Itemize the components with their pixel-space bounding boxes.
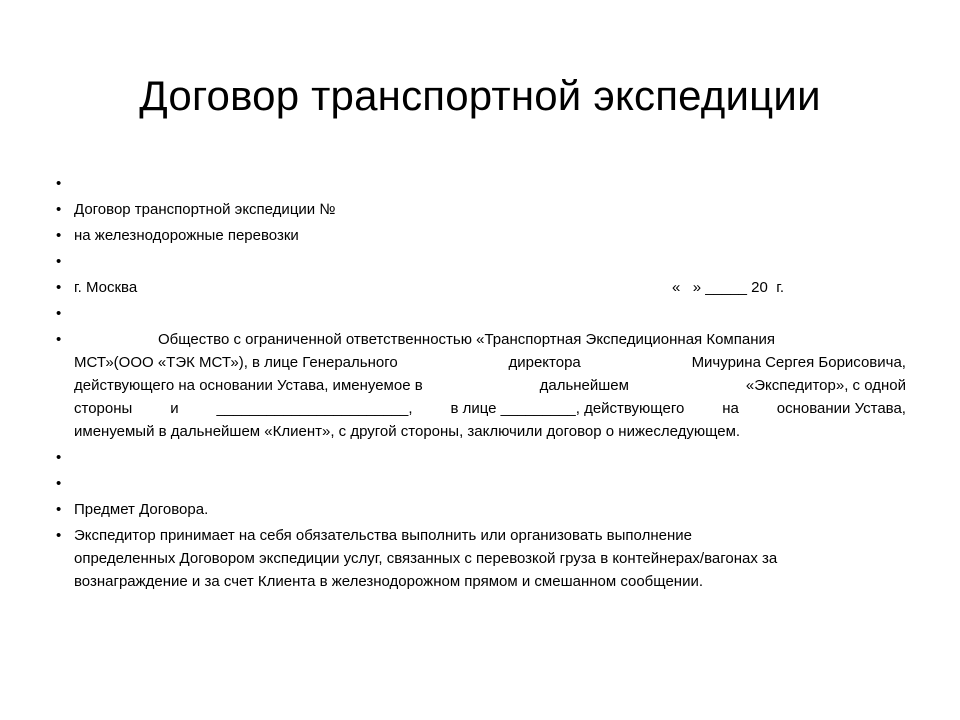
transport-type-line xyxy=(56,224,906,247)
subject-line: вознаграждение и за счет Клиента в железнодорожном прямом и смешанном сообщении. xyxy=(74,573,703,590)
subject-line: определенных Договором экспедиции услуг, связанных с перевозкой груза в контейнерах/вагонах за xyxy=(74,550,778,567)
bullet-dot: • xyxy=(56,449,62,466)
bullet-dot: • xyxy=(56,279,62,296)
preamble-line: Общество с ограниченной ответственностью «Транспортная Экспедиционная Компания xyxy=(158,331,775,348)
preamble-line: стороны и _______________________, в лице _________, действующего на основании Устава, xyxy=(74,400,906,417)
preamble-line: действующего на основании Устава, именуемое в дальнейшем «Экспедитор», с одной xyxy=(74,377,906,394)
contract-date-blank: « » _____ 20 г. xyxy=(671,279,784,296)
transport-type-text: на железнодорожные перевозки xyxy=(74,227,299,244)
bullet-dot: • xyxy=(56,527,62,544)
empty-bullet-4 xyxy=(56,446,906,469)
bullet-dot: • xyxy=(56,475,62,492)
preamble-paragraph xyxy=(56,328,906,443)
empty-bullet-1 xyxy=(56,172,906,195)
contract-number-text: Договор транспортной экспедиции № xyxy=(74,201,336,218)
subject-heading-line xyxy=(56,498,906,521)
bullet-dot: • xyxy=(56,253,62,270)
subject-line: Экспедитор принимает на себя обязательства выполнить или организовать выполнение xyxy=(74,527,692,544)
bullet-dot: • xyxy=(56,501,62,518)
contract-number-line xyxy=(56,198,906,221)
slide-title: Договор транспортной экспедиции xyxy=(139,72,821,119)
slide-body xyxy=(56,172,906,596)
bullet-dot: • xyxy=(56,305,62,322)
subject-paragraph xyxy=(56,524,906,593)
empty-bullet-5 xyxy=(56,472,906,495)
empty-bullet-3 xyxy=(56,302,906,325)
preamble-line: именуемый в дальнейшем «Клиент», с другой стороны, заключили договор о нижеследующем. xyxy=(74,423,741,440)
bullet-dot: • xyxy=(56,331,62,348)
bullet-dot: • xyxy=(56,227,62,244)
empty-bullet-2 xyxy=(56,250,906,273)
city-date-line xyxy=(56,276,906,299)
bullet-dot: • xyxy=(56,175,62,192)
contract-city: г. Москва xyxy=(74,279,138,296)
preamble-line: МСТ»(ООО «ТЭК МСТ»), в лице Генерального директора Мичурина Сергея Борисовича, xyxy=(74,354,906,371)
bullet-dot: • xyxy=(56,201,62,218)
subject-heading: Предмет Договора. xyxy=(74,501,209,518)
